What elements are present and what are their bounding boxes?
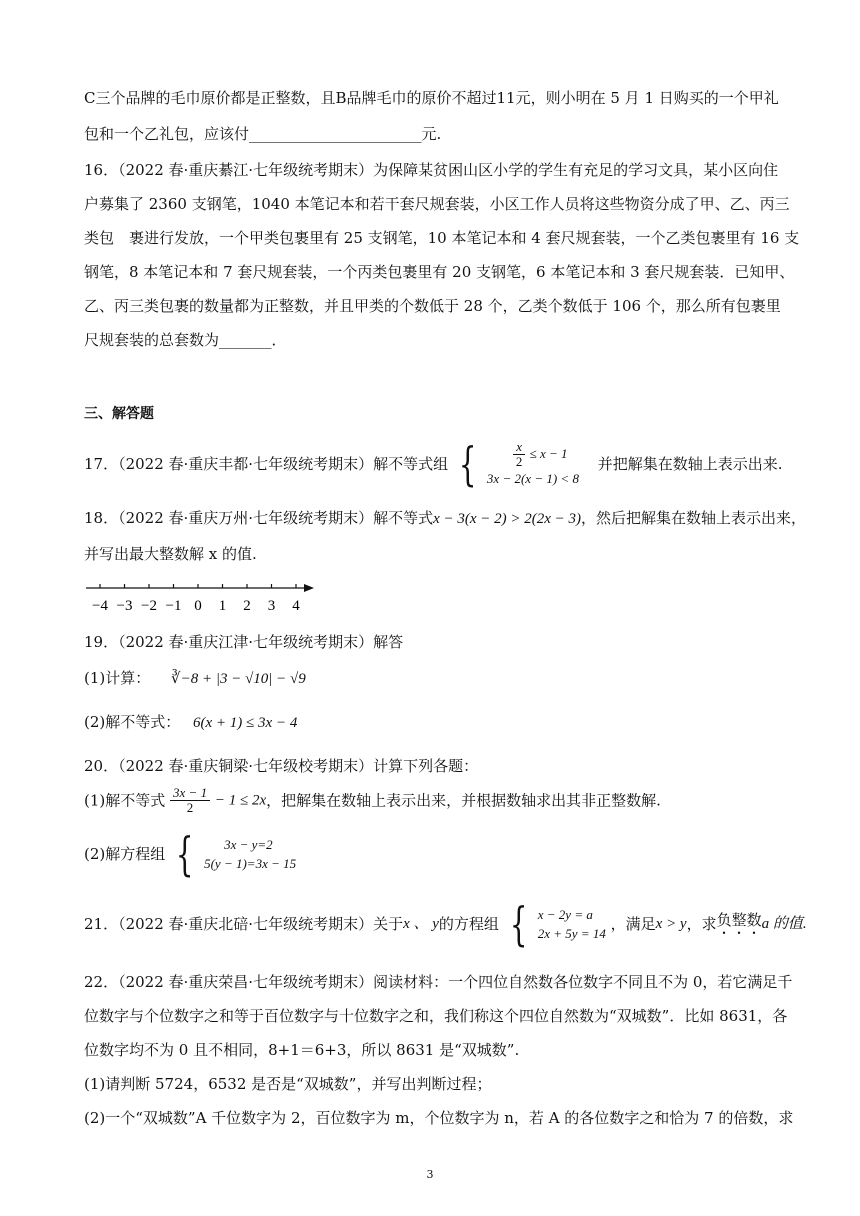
q19-part2-expr: 6(x + 1) ≤ 3x − 4 (193, 715, 298, 731)
section-heading: 三、解答题 (84, 406, 154, 422)
axis-labels (92, 598, 300, 614)
q17-row1: $\frac{x}{2}$ ≤ x − 1 (487, 440, 579, 469)
left-brace-icon: { (458, 437, 477, 491)
q22-line2: 位数字与个位数字之和等于百位数字与十位数字之和，我们称这个四位自然数为“双城数”．比如 8631，各 (84, 1007, 788, 1025)
q19-title: 19．（2022 春·重庆江津·七年级统考期末）解答 (84, 633, 404, 651)
q21: 21．（2022 春·重庆北碚·七年级统考期末）关于x 、 y的方程组 { x − 2y = a 2x + 5y = 14 ，满足x > y，求负整数a 的值. (84, 897, 807, 951)
number-line (84, 580, 324, 620)
q16-line3: 类包 裹进行发放，一个甲类包裹里有 25 支钢笔，10 本笔记本和 4 套尺规套装，一个乙类包裹里有 16 支 (84, 229, 800, 247)
arrow-icon (304, 584, 314, 592)
axis-tick-label: −4 (92, 598, 108, 614)
q17-system (487, 440, 579, 488)
q18-line1: 18．（2022 春·重庆万州·七年级统考期末）解不等式x − 3(x − 2) > 2(2x − 3)，然后把解集在数轴上表示出来， (84, 509, 807, 527)
axis-tick-label: −1 (165, 598, 182, 614)
q16-line5: 乙、丙三类包裹的数量都为正整数，并且甲类的个数低于 28 个，乙类个数低于 106 个，那么所有包裹里 (84, 297, 781, 315)
q17-prefix: 17．（2022 春·重庆丰都·七年级统考期末）解不等式组 (84, 455, 449, 473)
axis-tick-label: 4 (292, 598, 300, 614)
q22-part1: (1)请判断 5724，6532 是否是“双城数”，并写出判断过程； (84, 1075, 492, 1093)
axis-tick-label: 1 (218, 598, 227, 614)
q18-line2: 并写出最大整数解 x 的值. (84, 545, 257, 563)
q18-expr: x − 3(x − 2) > 2(2x − 3) (433, 511, 582, 527)
left-brace-icon: { (509, 897, 528, 951)
q16-line2: 户募集了 2360 支钢笔，1040 本笔记本和若干套尺规套装，小区工作人员将这些物资分成了甲、乙、丙三 (84, 195, 790, 213)
q19-part1-expr: ∛−8 + |3 − √10| − √9 (171, 671, 306, 687)
q15-line2: 包和一个乙礼包，应该付_______________________元. (84, 125, 442, 143)
axis-tick-label: −3 (116, 598, 133, 614)
q20-system: 3x − y=2 5(y − 1)=3x − 15 (204, 837, 297, 871)
q15-line1: C三个品牌的毛巾原价都是正整数，且B品牌毛巾的原价不超过11元，则小明在 5 月 1 日购买的一个甲礼 (84, 89, 779, 107)
q17-suffix: 并把解集在数轴上表示出来. (597, 455, 783, 473)
left-brace-icon: { (175, 827, 194, 881)
axis-tick-label: 3 (267, 598, 276, 614)
q19-part1: (1)计算： ∛−8 + |3 − √10| − √9 (84, 669, 306, 687)
q16-line6: 尺规套装的总套数为_______． (84, 331, 287, 349)
q22-part2: (2)一个“双城数”A 千位数字为 2，百位数字为 m，个位数字为 n，若 A 的各位数字之和恰为 7 的倍数，求 (84, 1109, 794, 1127)
page-number: 3 (426, 1168, 434, 1181)
axis-tick-label: 2 (243, 598, 251, 614)
q20-part1: (1)解不等式 $\frac{3x - 1}{2}$ − 1 ≤ 2x，把解集在数轴上表示出来，并根据数轴求出其非正整数解. (84, 785, 661, 815)
q22-line3: 位数字均不为 0 且不相同，8+1＝6+3，所以 8631 是“双城数”. (84, 1041, 520, 1059)
q20-fraction: $\frac{3x - 1}{2}$ (170, 786, 210, 815)
q17 (84, 437, 784, 491)
q16-line4: 钢笔，8 本笔记本和 7 套尺规套装，一个丙类包裹里有 20 支钢笔，6 本笔记本和 3 套尺规套装．已知甲、 (84, 263, 795, 281)
q20-part2: (2)解方程组 { 3x − y=2 5(y − 1)=3x − 15 (84, 827, 297, 881)
q22-line1: 22．（2022 春·重庆荣昌·七年级统考期末）阅读材料：一个四位自然数各位数字不同且不为 0，若它满足千 (84, 973, 793, 991)
axis-tick-label: 0 (194, 598, 202, 614)
q19-part2: (2)解不等式： 6(x + 1) ≤ 3x − 4 (84, 713, 298, 731)
emphasized-text: 负整数 (716, 911, 762, 929)
q16-line1: 16．（2022 春·重庆綦江·七年级统考期末）为保障某贫困山区小学的学生有充足的学习文具，某小区向住 (84, 161, 779, 179)
q20-title: 20．（2022 春·重庆铜梁·七年级校考期末）计算下列各题： (84, 757, 479, 775)
q21-system: x − 2y = a 2x + 5y = 14 (537, 907, 606, 941)
q17-row2: 3x − 2(x − 1) < 8 (486, 471, 579, 486)
axis-tick-label: −2 (141, 598, 157, 614)
